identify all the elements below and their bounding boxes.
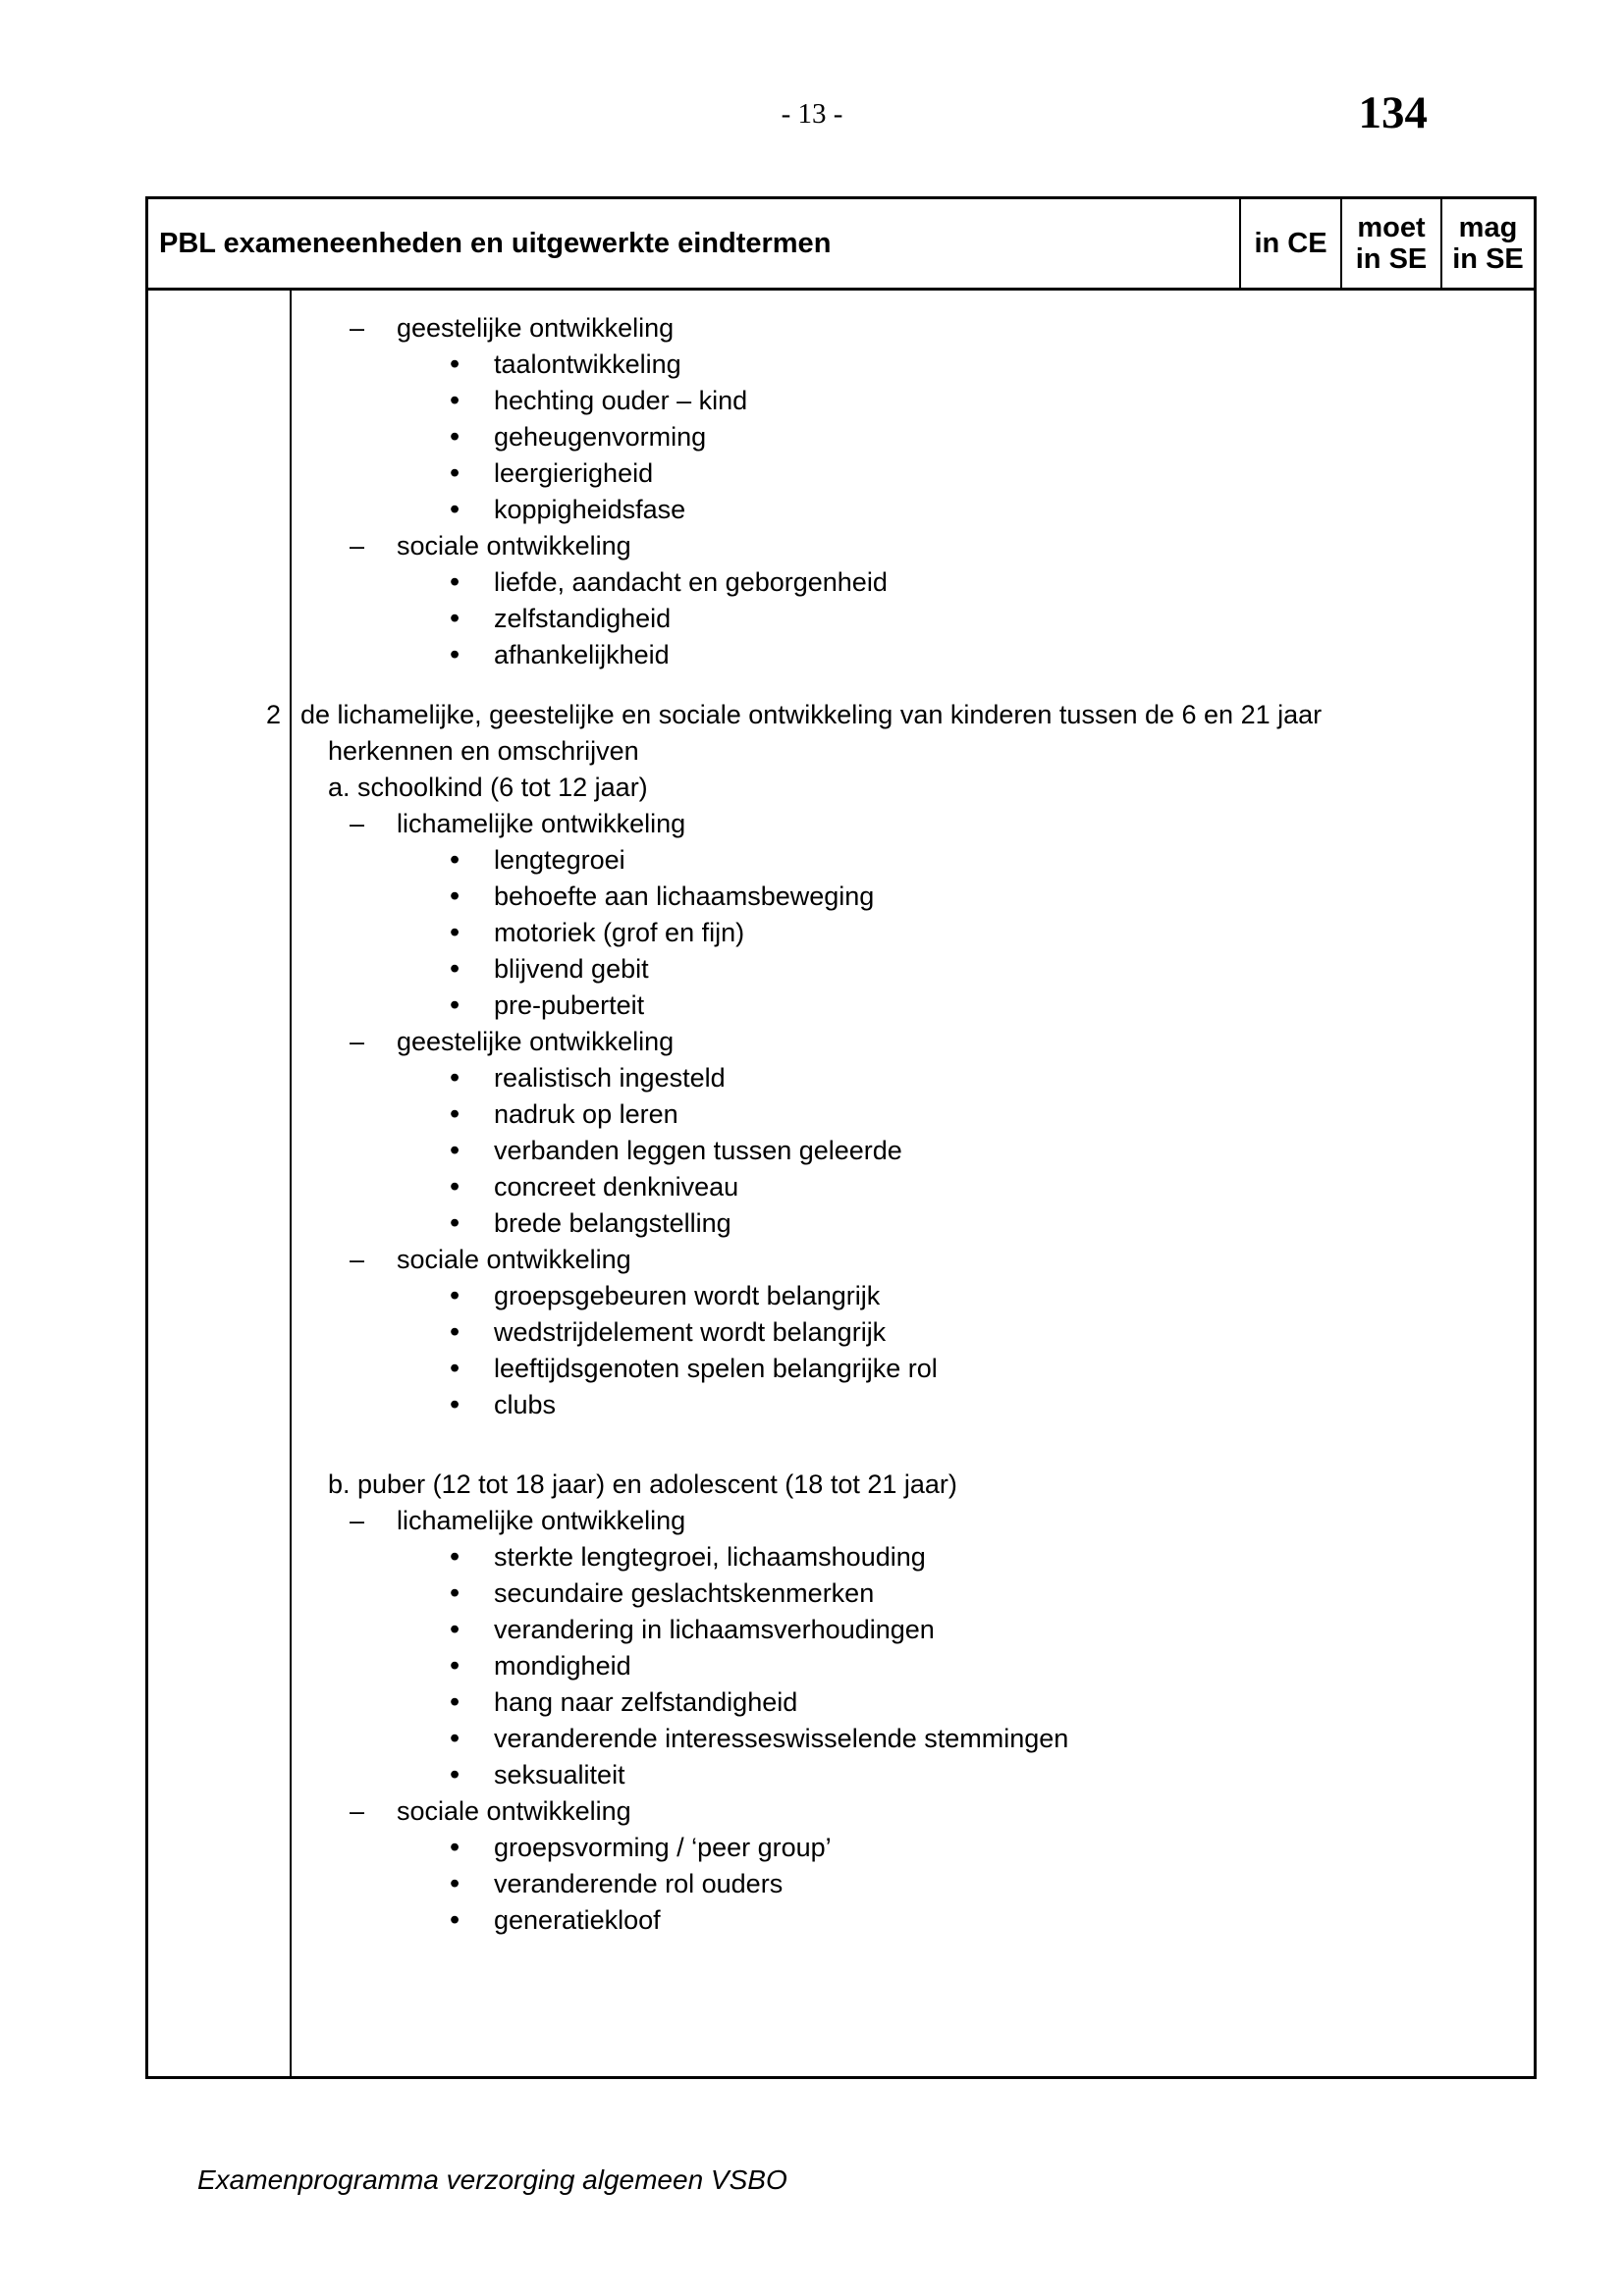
bullet-list-item <box>295 1096 1526 1133</box>
line-text: lichamelijke ontwikkeling <box>397 1506 686 1535</box>
table-header-row <box>148 199 1534 291</box>
header-mag-line1: mag <box>1458 211 1518 243</box>
bullet-icon: • <box>450 1062 460 1094</box>
bullet-list-item <box>295 1351 1526 1387</box>
line-text: zelfstandigheid <box>494 604 672 633</box>
bullet-icon: • <box>450 457 460 489</box>
header-cell-moet-in-se <box>1340 199 1440 288</box>
bullet-list-item <box>295 1721 1526 1757</box>
line-text: clubs <box>494 1390 557 1419</box>
bullet-icon: • <box>450 989 460 1021</box>
bullet-list-item <box>295 1866 1526 1902</box>
line-text: realistisch ingesteld <box>494 1063 726 1093</box>
dash-list-item <box>295 806 1526 842</box>
line-text: sociale ontwikkeling <box>397 531 631 561</box>
line-text: hang naar zelfstandigheid <box>494 1687 798 1717</box>
line-text: koppigheidsfase <box>494 495 686 524</box>
bullet-list-item <box>295 601 1526 637</box>
line-text: veranderende rol ouders <box>494 1869 784 1898</box>
bullet-list-item <box>295 951 1526 988</box>
bullet-list-item <box>295 1387 1526 1423</box>
blank-line <box>295 1423 1526 1467</box>
line-text: nadruk op leren <box>494 1099 678 1129</box>
header-moet-line2: in SE <box>1355 243 1428 275</box>
line-text: liefde, aandacht en geborgenheid <box>494 567 888 597</box>
bullet-list-item <box>295 1278 1526 1314</box>
dash-icon: – <box>350 1796 365 1826</box>
bullet-icon: • <box>450 385 460 416</box>
dash-list-item <box>295 1793 1526 1830</box>
bullet-list-item <box>295 1314 1526 1351</box>
bullet-list-item <box>295 1830 1526 1866</box>
bullet-icon: • <box>450 844 460 876</box>
bullet-icon: • <box>450 1904 460 1936</box>
exam-units-table <box>145 196 1537 2079</box>
bullet-icon: • <box>450 953 460 985</box>
bullet-icon: • <box>450 1353 460 1384</box>
header-cell-main <box>148 199 1239 288</box>
dash-icon: – <box>350 809 365 838</box>
bullet-list-item <box>295 842 1526 879</box>
line-text: de lichamelijke, geestelijke en sociale ontwikkeling van kinderen tussen de 6 en 21 jaar <box>300 700 1323 729</box>
bullet-list-item <box>295 1169 1526 1205</box>
line-text: groepsvorming / ‘peer group’ <box>494 1833 832 1862</box>
table-body <box>148 291 1534 2076</box>
line-text: herkennen en omschrijven <box>328 736 639 766</box>
line-text: leergierigheid <box>494 458 654 488</box>
bullet-icon: • <box>450 348 460 380</box>
bullet-icon: • <box>450 881 460 912</box>
dash-list-item <box>295 1503 1526 1539</box>
line-text: geheugenvorming <box>494 422 707 452</box>
bullet-list-item <box>295 383 1526 419</box>
line-text: a. schoolkind (6 tot 12 jaar) <box>328 773 648 802</box>
line-text: blijvend gebit <box>494 954 649 984</box>
bullet-icon: • <box>450 1759 460 1790</box>
bullet-icon: • <box>450 1650 460 1682</box>
bullet-list-item <box>295 564 1526 601</box>
bullet-icon: • <box>450 1868 460 1899</box>
dash-list-item <box>295 528 1526 564</box>
bullet-icon: • <box>450 566 460 598</box>
line-text: generatiekloof <box>494 1905 661 1935</box>
bullet-list-item <box>295 1539 1526 1575</box>
footer-text: Examenprogramma verzorging algemeen VSBO <box>197 2164 787 2195</box>
bullet-list-item <box>295 419 1526 455</box>
line-text: sociale ontwikkeling <box>397 1796 631 1826</box>
header-cell-mag-in-se <box>1440 199 1534 288</box>
line-text: secundaire geslachtskenmerken <box>494 1578 875 1608</box>
line-text: verbanden leggen tussen geleerde <box>494 1136 902 1165</box>
line-text: seksualiteit <box>494 1760 625 1789</box>
header-mag-line2: in SE <box>1452 243 1524 275</box>
bullet-icon: • <box>450 494 460 525</box>
line-text: concreet denkniveau <box>494 1172 739 1201</box>
bullet-list-item <box>295 455 1526 492</box>
bullet-icon: • <box>450 421 460 453</box>
page-number: - 13 - <box>781 98 843 130</box>
bullet-list-item <box>295 988 1526 1024</box>
numbered-item-heading <box>265 697 1526 733</box>
bullet-icon: • <box>450 1832 460 1863</box>
page-number-large: 134 <box>1358 87 1428 138</box>
bullet-icon: • <box>450 917 460 948</box>
bullet-list-item <box>295 1060 1526 1096</box>
bullet-icon: • <box>450 1316 460 1348</box>
line-text: wedstrijdelement wordt belangrijk <box>494 1317 887 1347</box>
header-main-label: PBL exameneenheden en uitgewerkte eindtermen <box>159 227 832 259</box>
bullet-list-item <box>295 915 1526 951</box>
dash-icon: – <box>350 531 365 561</box>
bullet-icon: • <box>450 1280 460 1311</box>
bullet-icon: • <box>450 639 460 670</box>
dash-list-item <box>295 1024 1526 1060</box>
line-text: verandering in lichaamsverhoudingen <box>494 1615 935 1644</box>
heading-continuation <box>295 733 1526 770</box>
bullet-list-item <box>295 1902 1526 1939</box>
bullet-icon: • <box>450 603 460 634</box>
line-text: lengtegroei <box>494 845 625 875</box>
header-in-ce-label: in CE <box>1254 227 1327 259</box>
bullet-list-item <box>295 1684 1526 1721</box>
line-text: lichamelijke ontwikkeling <box>397 809 686 838</box>
blank-line <box>295 673 1526 697</box>
bullet-list-item <box>295 879 1526 915</box>
bullet-list-item <box>295 1612 1526 1648</box>
dash-icon: – <box>350 1245 365 1274</box>
line-text: sterkte lengtegroei, lichaamshouding <box>494 1542 926 1572</box>
line-text: sociale ontwikkeling <box>397 1245 631 1274</box>
number-column-divider <box>290 291 292 2076</box>
bullet-list-item <box>295 347 1526 383</box>
bullet-icon: • <box>450 1171 460 1202</box>
dash-icon: – <box>350 1027 365 1056</box>
line-text: hechting ouder – kind <box>494 386 748 415</box>
table-body-content <box>148 291 1534 1939</box>
bullet-list-item <box>295 1205 1526 1242</box>
bullet-list-item <box>295 1648 1526 1684</box>
line-text: b. puber (12 tot 18 jaar) en adolescent (18 tot 21 jaar) <box>328 1469 957 1499</box>
bullet-icon: • <box>450 1723 460 1754</box>
header-cell-in-ce <box>1239 199 1340 288</box>
dash-icon: – <box>350 313 365 343</box>
bullet-icon: • <box>450 1541 460 1573</box>
dash-icon: – <box>350 1506 365 1535</box>
item-number: 2 <box>265 700 281 729</box>
bullet-icon: • <box>450 1577 460 1609</box>
sub-item <box>295 1467 1526 1503</box>
line-text: taalontwikkeling <box>494 349 681 379</box>
line-text: leeftijdsgenoten spelen belangrijke rol <box>494 1354 938 1383</box>
bullet-icon: • <box>450 1686 460 1718</box>
bullet-list-item <box>295 1575 1526 1612</box>
bullet-list-item <box>295 1133 1526 1169</box>
bullet-icon: • <box>450 1614 460 1645</box>
line-text: geestelijke ontwikkeling <box>397 1027 675 1056</box>
line-text: geestelijke ontwikkeling <box>397 313 675 343</box>
bullet-list-item <box>295 1757 1526 1793</box>
bullet-icon: • <box>450 1389 460 1420</box>
line-text: mondigheid <box>494 1651 631 1681</box>
line-text: brede belangstelling <box>494 1208 731 1238</box>
bullet-list-item <box>295 492 1526 528</box>
line-text: groepsgebeuren wordt belangrijk <box>494 1281 881 1310</box>
sub-item <box>295 770 1526 806</box>
bullet-icon: • <box>450 1098 460 1130</box>
bullet-icon: • <box>450 1207 460 1239</box>
line-text: motoriek (grof en fijn) <box>494 918 745 947</box>
dash-list-item <box>295 1242 1526 1278</box>
line-text: afhankelijkheid <box>494 640 670 669</box>
header-moet-line1: moet <box>1357 211 1426 243</box>
line-text: veranderende interesseswisselende stemmingen <box>494 1724 1069 1753</box>
bullet-icon: • <box>450 1135 460 1166</box>
line-text: behoefte aan lichaamsbeweging <box>494 881 875 911</box>
dash-list-item <box>295 310 1526 347</box>
bullet-list-item <box>295 637 1526 673</box>
line-text: pre-puberteit <box>494 990 645 1020</box>
